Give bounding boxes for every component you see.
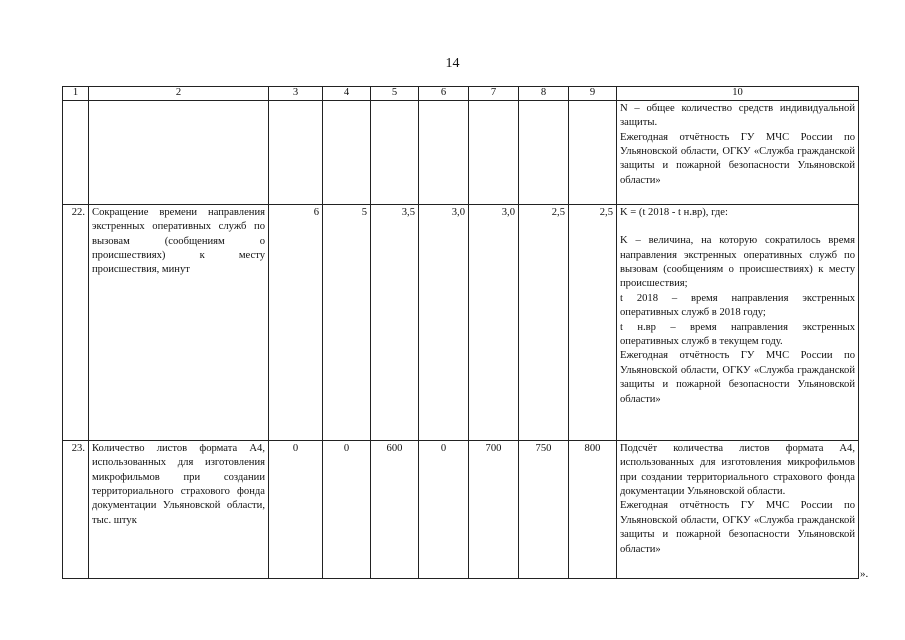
header-row [63,87,859,101]
column-header: 5 [371,87,419,101]
method-text: Ежегодная отчётность ГУ МЧС России по Ульяновской области, ОГКУ «Служба гражданской защиты и пожарной безопасности Ульяновской области» [620,500,855,555]
column-header: 4 [323,87,371,101]
value-cell [323,100,371,204]
value-cell: 2,5 [569,204,617,440]
value-cell: 0 [269,440,323,578]
value-cell: 3,0 [469,204,519,440]
value-cell [371,100,419,204]
page-number: 14 [445,56,460,71]
indicator-name: Сокращение времени направления экстренных оперативных служб по вызовам (сообщениям о происшествиях) к месту происшествия, минут [89,204,269,440]
value-cell [469,100,519,204]
column-header: 7 [469,87,519,101]
value-cell: 0 [419,440,469,578]
table-row [63,440,859,578]
column-header: 1 [63,87,89,101]
method-text: t н.вр – время направления экстренных оперативных служб в текущем году. [620,321,855,347]
column-header: 2 [89,87,269,101]
method-text: t 2018 – время направления экстренных оперативных служб в 2018 году; [620,292,855,319]
method-cell [617,100,859,204]
column-header: 9 [569,87,617,101]
method-text: Подсчёт количества листов формата А4, использованных для изготовления микрофильмов при создании территориального страхового фонда документации Ульяновской области. [620,442,855,497]
closing-quote-mark: ». [860,568,869,580]
method-cell [617,204,859,440]
method-text: K – величина, на которую сократилось время направления экстренных оперативных служб по вызовам (сообщениям о происшествиях) к месту происшествия; [620,235,855,290]
value-cell: 600 [371,440,419,578]
value-cell: 5 [323,204,371,440]
value-cell [269,100,323,204]
value-cell: 800 [569,440,617,578]
method-formula: K = (t 2018 - t н.вр), где: [620,206,728,218]
column-header: 3 [269,87,323,101]
indicators-table [62,86,859,579]
table-row [63,100,859,204]
column-header: 10 [617,87,859,101]
row-number: 22. [63,204,89,440]
method-spacer [620,220,855,234]
value-cell [569,100,617,204]
value-cell: 3,5 [371,204,419,440]
value-cell: 6 [269,204,323,440]
value-cell: 700 [469,440,519,578]
column-header: 8 [519,87,569,101]
column-header: 6 [419,87,469,101]
row-number: 23. [63,440,89,578]
method-cell [617,440,859,578]
method-text: Ежегодная отчётность ГУ МЧС России по Ульяновской области, ОГКУ «Служба гражданской защиты и пожарной безопасности Ульяновской области» [620,131,855,186]
value-cell: 3,0 [419,204,469,440]
row-number [63,100,89,204]
indicator-name: Количество листов формата А4, использованных для изготовления микрофильмов при создании территориального страхового фонда документации Ульяновской области, тыс. штук [89,440,269,578]
method-text: Ежегодная отчётность ГУ МЧС России по Ульяновской области, ОГКУ «Служба гражданской защиты и пожарной безопасности Ульяновской области» [620,350,855,405]
method-text: N – общее количество средств индивидуальной защиты. [620,102,855,129]
value-cell: 0 [323,440,371,578]
value-cell: 750 [519,440,569,578]
table-row [63,204,859,440]
value-cell [519,100,569,204]
value-cell [419,100,469,204]
value-cell: 2,5 [519,204,569,440]
indicator-name [89,100,269,204]
